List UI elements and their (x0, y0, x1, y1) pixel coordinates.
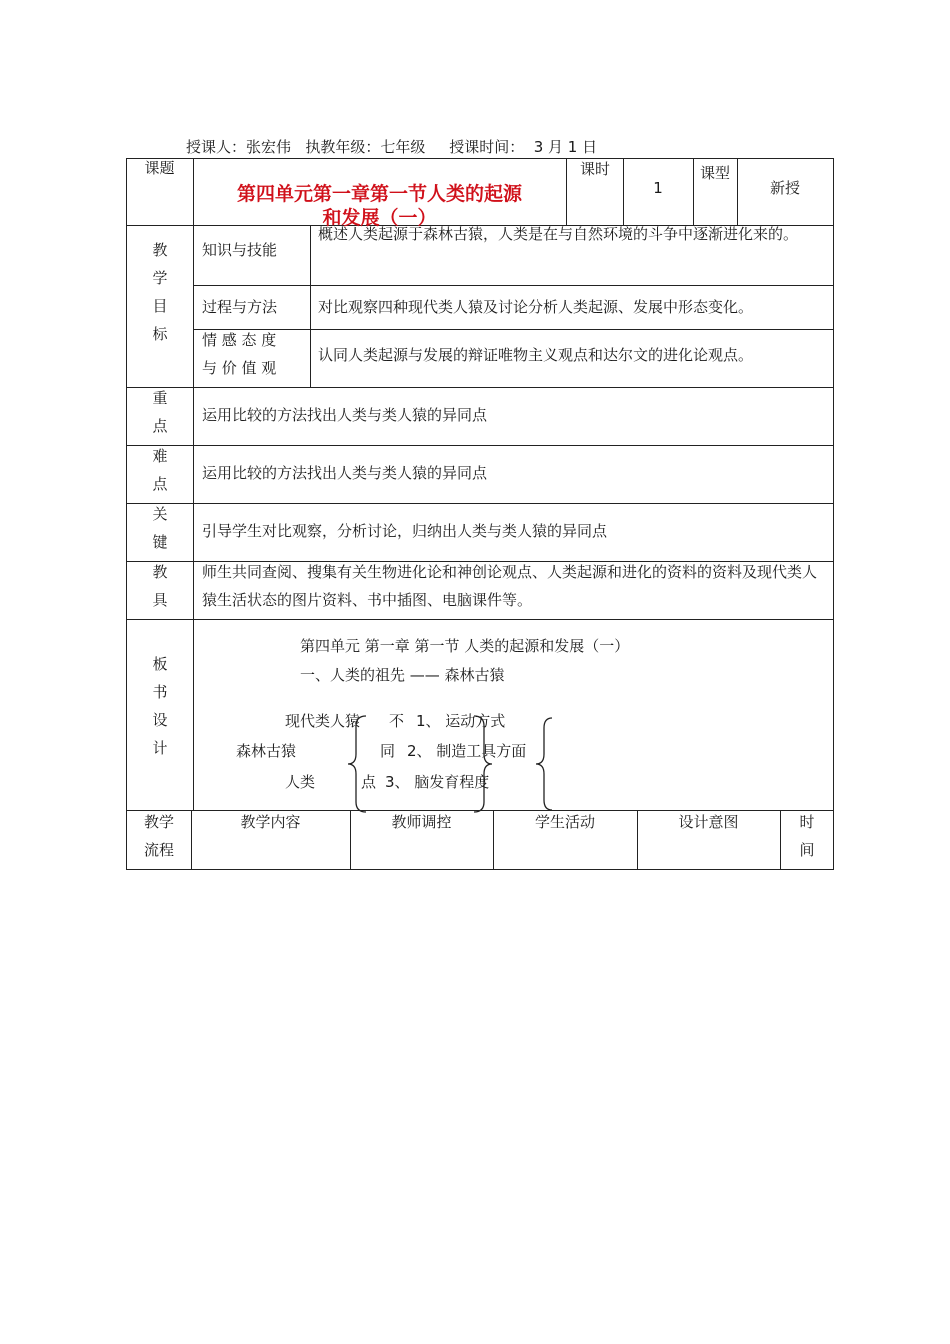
lesson-time: 授课时间： 3 月 1 日 (449, 138, 598, 156)
topic-title-line2: 和发展（一） (322, 207, 437, 229)
period-label: 课时 (580, 160, 611, 178)
grade: 执教年级：七年级 (305, 138, 426, 156)
board-right-item: 2、 制造工具方面 (407, 742, 527, 760)
tools-content: 师生共同查阅、搜集有关生物进化论和神创论观点、人类起源和进化的资料的资料及现代类人猿生活状态的图片资料、书中插图、电脑课件等。 (202, 563, 818, 609)
objective-knowledge-content: 概述人类起源于森林古猿，人类是在与自然环境的斗争中逐渐进化来的。 (318, 225, 799, 243)
board-subheading: 一、人类的祖先 —— 森林古猿 (300, 666, 505, 684)
board-left-item: 现代类人猿 (285, 712, 361, 730)
board-heading: 第四单元 第一章 第一节 人类的起源和发展（一） (300, 637, 630, 655)
key-point-content: 运用比较的方法找出人类与类人猿的异同点 (202, 406, 488, 424)
objective-attitude-name (202, 326, 276, 382)
objective-process-content: 对比观察四种现代类人猿及讨论分析人类起源、发展中形态变化。 (318, 298, 754, 316)
difficulty-content: 运用比较的方法找出人类与类人猿的异同点 (202, 464, 488, 482)
objective-knowledge-name: 知识与技能 (202, 241, 278, 259)
key-point-label: 重点 (152, 389, 168, 435)
flow-column-header: 学生活动 (534, 813, 595, 831)
board-left-item: 森林古猿 (236, 742, 297, 760)
flow-label-block (128, 808, 190, 864)
board-right-item: 1、 运动方式 (416, 712, 506, 730)
tools-label: 教具 (152, 563, 168, 609)
flow-column-header: 时间 (799, 813, 815, 859)
topic-label: 课题 (144, 159, 175, 177)
type-value: 新授 (769, 179, 800, 197)
objective-process-name: 过程与方法 (202, 298, 278, 316)
flow-column-header: 教学内容 (240, 813, 301, 831)
teacher: 授课人：张宏伟 (186, 138, 292, 156)
board-mid-item: 点 (361, 773, 377, 791)
board-mid-item: 同 (380, 742, 396, 760)
board-left-item: 人类 (285, 773, 316, 791)
board-braces (340, 712, 560, 816)
objectives-label: 教学目标 (152, 241, 168, 343)
flow-label: 教学流程 (143, 813, 174, 859)
flow-column-header: 设计意图 (678, 813, 739, 831)
flow-column-header: 教师调控 (391, 813, 452, 831)
objective-attitude-name-line2: 与 价 值 观 (202, 359, 277, 377)
difficulty-label: 难点 (152, 447, 168, 493)
lesson-header (186, 136, 597, 157)
board-mid-item: 不 (389, 712, 405, 730)
key-label: 关键 (152, 505, 168, 551)
objective-attitude-content: 认同人类起源与发展的辩证唯物主义观点和达尔文的进化论观点。 (318, 346, 754, 364)
topic-title-line1: 第四单元第一章第一节人类的起源 (236, 183, 522, 205)
type-label: 课型 (700, 164, 731, 182)
period-value: 1 (653, 179, 663, 197)
key-content: 引导学生对比观察，分析讨论，归纳出人类与类人猿的异同点 (202, 522, 608, 540)
board-right-item: 3、 脑发育程度 (385, 773, 490, 791)
board-label: 板书设计 (152, 655, 168, 757)
objective-attitude-name-line1: 情 感 态 度 (202, 331, 277, 349)
